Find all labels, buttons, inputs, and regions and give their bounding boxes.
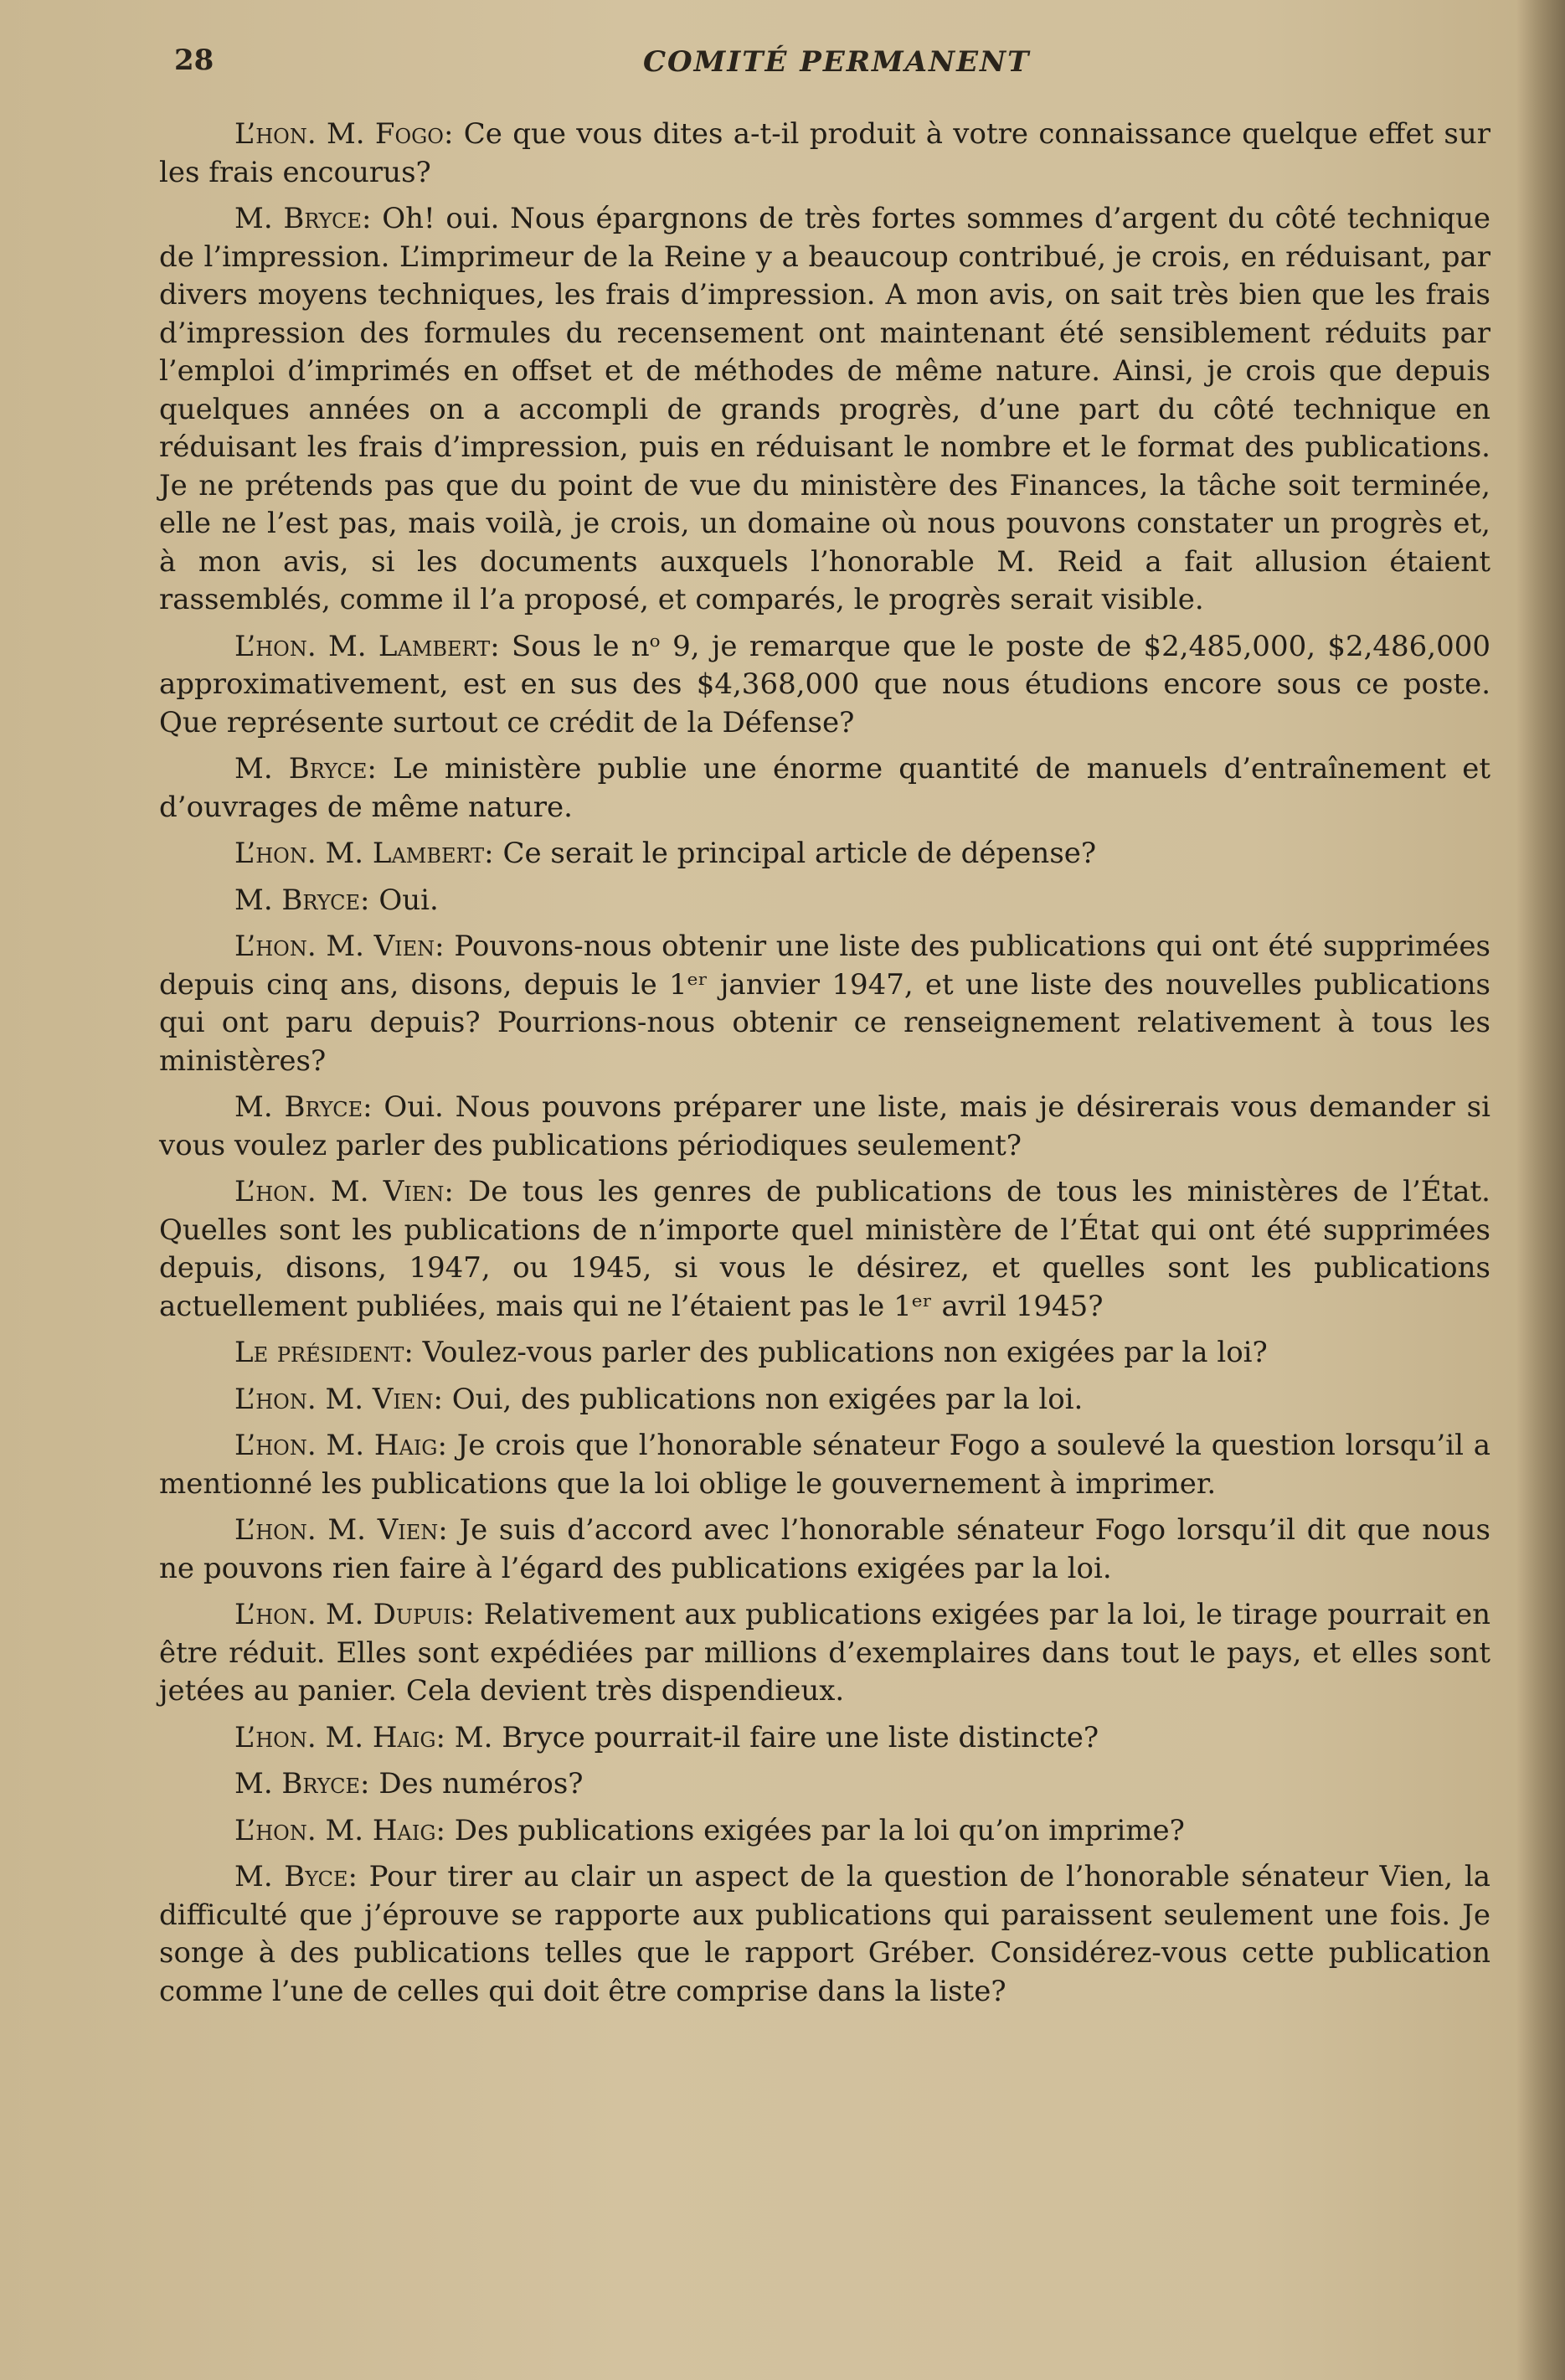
transcript-body	[159, 116, 1490, 2019]
speaker-name: L’hon. M. Vien:	[234, 1382, 443, 1416]
paragraph	[159, 1765, 1490, 1804]
speech-text: Oui, des publications non exigées par la loi.	[442, 1382, 1084, 1416]
speech-text: Oh! oui. Nous épargnons de très fortes sommes d’argent du côté technique de l’impression. L’imprimeur de la Reine y a beaucoup contribué, je crois, en réduisant, par divers moyens techniques, les frais d’impression. A mon avis, on sait très bien que les frais d’impression des formules du recensement ont maintenant été sensiblement réduits par l’emploi d’imprimés en offset et de méthodes de même nature. Ainsi, je crois que depuis quelques années on a accompli de grands progrès, d’une part du côté technique en réduisant les frais d’impression, puis en réduisant le nombre et le format des publications. Je ne prétends pas que du point de vue du ministère des Finances, la tâche soit terminée, elle ne l’est pas, mais voilà, je crois, un domaine où nous pouvons constater un progrès et, à mon avis, si les documents auxquels l’honorable M. Reid a fait allusion étaient rassemblés, comme il l’a proposé, et comparés, le progrès serait visible.	[159, 202, 1490, 616]
speaker-name: M. Bryce:	[234, 1767, 370, 1800]
speech-text: Voulez-vous parler des publications non exigées par la loi?	[413, 1336, 1268, 1369]
speech-text: De tous les genres de publications de tous les ministères de l’État. Quelles sont les publications de n’importe quel ministère de l’État qui ont été supprimées depuis, disons, 1947, ou 1945, si vous le désirez, et quelles sont les publications actuellement publiées, mais qui ne l’étaient pas le 1ᵉʳ avril 1945?	[159, 1175, 1490, 1323]
paragraph	[159, 1812, 1490, 1851]
paragraph	[159, 116, 1490, 192]
speaker-name: L’hon. M. Vien:	[234, 1513, 448, 1547]
speaker-name: M. Bryce:	[234, 752, 377, 786]
speaker-name: L’hon. M. Haig:	[234, 1813, 445, 1847]
speech-text: Relativement aux publications exigées par la loi, le tirage pourrait en être réduit. Elles sont expédiées par millions d’exemplaires dans tout le pays, et elles sont jetées au panier. Cela devient très dispendieux.	[159, 1598, 1490, 1708]
paragraph	[159, 882, 1490, 920]
running-title: COMITÉ PERMANENT	[643, 45, 1031, 79]
speaker-name: M. Byce:	[234, 1860, 358, 1893]
paragraph	[159, 928, 1490, 1080]
paragraph	[159, 1173, 1490, 1326]
page-header	[174, 42, 1480, 92]
paragraph	[159, 1719, 1490, 1758]
speech-text: Des numéros?	[369, 1767, 584, 1800]
speech-text: Pouvons-nous obtenir une liste des publications qui ont été supprimées depuis cinq ans, disons, depuis le 1ᵉʳ janvier 1947, et une liste des nouvelles publications qui ont paru depuis? Pourrions-nous obtenir ce renseignement relativement à tous les ministères?	[159, 930, 1490, 1078]
speech-text: Oui.	[369, 883, 439, 917]
page-number: 28	[174, 44, 214, 77]
speaker-name: L’hon. M. Dupuis:	[234, 1598, 475, 1631]
paragraph	[159, 628, 1490, 743]
paragraph	[159, 1858, 1490, 2011]
speech-text: Des publications exigées par la loi qu’on imprime?	[445, 1813, 1185, 1847]
speaker-name: L’hon. M. Vien:	[234, 1175, 454, 1208]
speaker-name: M. Bryce:	[234, 202, 372, 235]
paragraph	[159, 1089, 1490, 1165]
speech-text: Pour tirer au clair un aspect de la question de l’honorable sénateur Vien, la difficulté que j’éprouve se rapporte aux publications qui paraissent seulement une fois. Je songe à des publications telles que le rapport Gréber. Considérez-vous cette publication comme l’une de celles qui doit être comprise dans la liste?	[159, 1860, 1490, 2008]
paragraph	[159, 1427, 1490, 1503]
speaker-name: M. Bryce:	[234, 883, 370, 917]
speaker-name: Le président:	[234, 1336, 414, 1369]
speaker-name: L’hon. M. Lambert:	[234, 837, 494, 870]
speech-text: Ce que vous dites a-t-il produit à votre connaissance quelque effet sur les frais encourus?	[159, 117, 1490, 189]
speech-text: Oui. Nous pouvons préparer une liste, mais je désirerais vous demander si vous voulez parler des publications périodiques seulement?	[159, 1090, 1490, 1162]
paragraph	[159, 750, 1490, 827]
speaker-name: L’hon. M. Vien:	[234, 930, 445, 963]
speech-text: Je suis d’accord avec l’honorable sénateur Fogo lorsqu’il dit que nous ne pouvons rien faire à l’égard des publications exigées par la loi.	[159, 1513, 1490, 1585]
speaker-name: L’hon. M. Haig:	[234, 1429, 447, 1462]
paragraph	[159, 1512, 1490, 1588]
paragraph	[159, 1596, 1490, 1711]
paragraph	[159, 835, 1490, 873]
paragraph	[159, 1381, 1490, 1419]
book-spine-shadow	[1516, 0, 1565, 2380]
speech-text: Sous le nᵒ 9, je remarque que le poste de $2,485,000, $2,486,000 approximativement, est en sus des $4,368,000 que nous étudions encore sous ce poste. Que représente surtout ce crédit de la Défense?	[159, 629, 1491, 739]
speech-text: Le ministère publie une énorme quantité de manuels d’entraînement et d’ouvrages de même nature.	[159, 752, 1490, 824]
speech-text: M. Bryce pourrait-il faire une liste distincte?	[445, 1720, 1099, 1754]
paragraph	[159, 1334, 1490, 1373]
speech-text: Je crois que l’honorable sénateur Fogo a soulevé la question lorsqu’il a mentionné les publications que la loi oblige le gouvernement à imprimer.	[159, 1429, 1490, 1501]
speaker-name: L’hon. M. Fogo:	[234, 117, 454, 151]
speaker-name: M. Bryce:	[234, 1090, 373, 1124]
paragraph	[159, 200, 1490, 620]
speaker-name: L’hon. M. Haig:	[234, 1720, 445, 1754]
speech-text: Ce serait le principal article de dépense?	[493, 837, 1097, 870]
speaker-name: L’hon. M. Lambert:	[234, 629, 500, 663]
